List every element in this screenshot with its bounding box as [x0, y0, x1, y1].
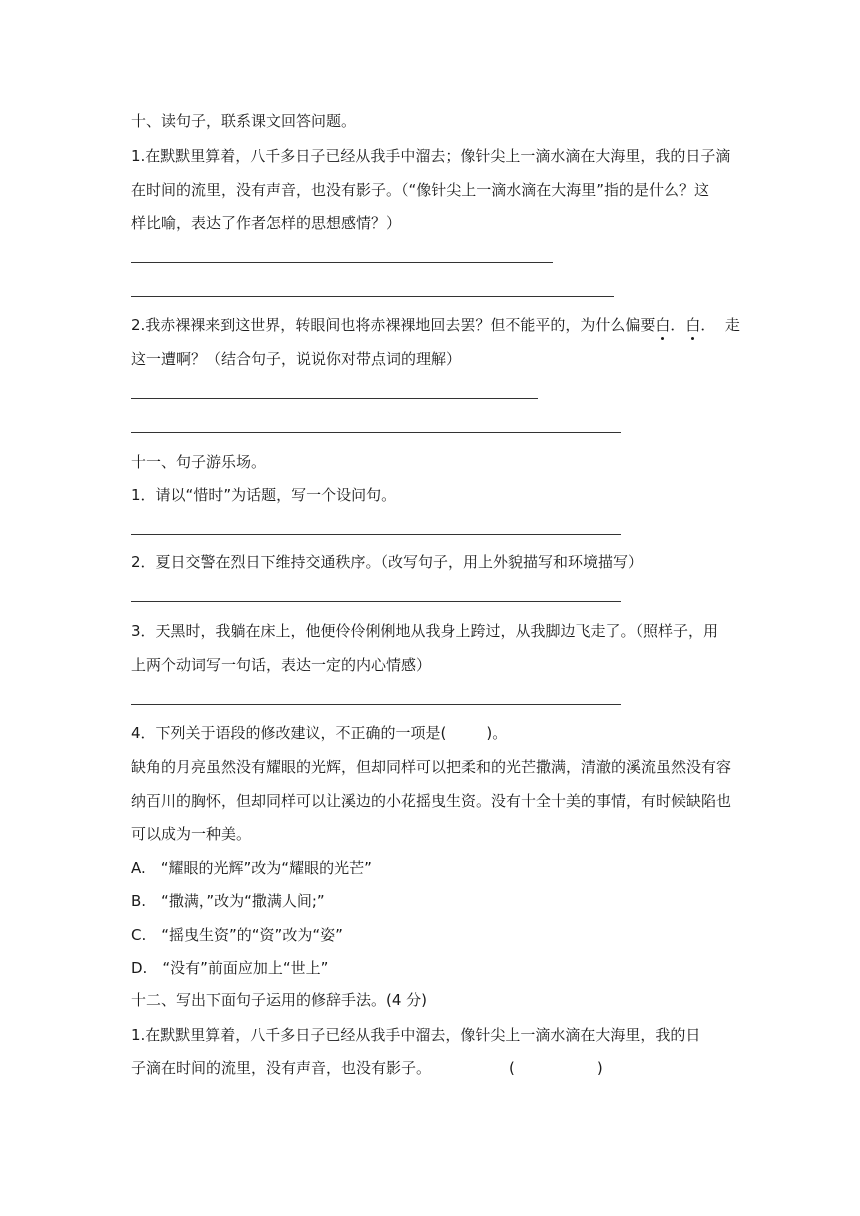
- paren-close: ): [596, 1059, 603, 1077]
- s10-q2-line1-end: 走: [724, 316, 740, 334]
- dotted-char-1: 白: [655, 316, 671, 334]
- s10-q2-answer-line-2[interactable]: [131, 432, 621, 433]
- option-c: C. “摇曳生资”的“资”改为“姿”: [131, 926, 343, 944]
- option-b: B. “撒满，”改为“撒满人间;”: [131, 892, 325, 910]
- s11-q3-answer-line[interactable]: [131, 704, 621, 705]
- s10-q2-line1: 2.我赤裸裸来到这世界，转眼间也将赤裸裸地回去罢？但不能平的，为什么偏要白．白． 走: [131, 316, 740, 334]
- s11-q4-stem-close: )。: [486, 724, 508, 742]
- s10-q2-line2: 这一遭啊？（结合句子，说说你对带点词的理解）: [131, 350, 462, 368]
- s11-q3-line1: 3．天黑时，我躺在床上，他便伶伶俐俐地从我身上跨过，从我脚边飞走了。（照样子，用: [131, 622, 719, 640]
- s11-q1-answer-line[interactable]: [131, 534, 621, 535]
- section-11-heading: 十一、句子游乐场。: [131, 453, 267, 471]
- s10-q1-line1: 1.在默默里算着，八千多日子已经从我手中溜去；像针尖上一滴水滴在大海里，我的日子滴: [131, 147, 731, 165]
- s10-q2-line1-text: 2.我赤裸裸来到这世界，转眼间也将赤裸裸地回去罢？但不能平的，为什么偏要: [131, 316, 656, 334]
- section-12-heading: 十二、写出下面句子运用的修辞手法。(4 分): [131, 991, 428, 1009]
- s11-q4-passage-line3: 可以成为一种美。: [131, 825, 252, 843]
- s11-q1: 1．请以“惜时”为话题，写一个设问句。: [131, 486, 397, 504]
- s12-q1-line2: [131, 1058, 603, 1078]
- option-d: D. “没有”前面应加上“世上”: [131, 959, 329, 977]
- s11-q4-passage-line1: 缺角的月亮虽然没有耀眼的光辉，但却同样可以把柔和的光芒撒满，清澈的溪流虽然没有容: [131, 758, 732, 776]
- s12-q1-line2-text: 子滴在时间的流里，没有声音，也没有影子。: [131, 1059, 432, 1077]
- s12-q1-line1: 1.在默默里算着，八千多日子已经从我手中溜去，像针尖上一滴水滴在大海里，我的日: [131, 1026, 701, 1044]
- section-10-heading: 十、读句子，联系课文回答问题。: [131, 112, 357, 130]
- s11-q2-answer-line[interactable]: [131, 601, 621, 602]
- s10-q1-answer-line-1[interactable]: [131, 262, 553, 263]
- option-a: A. “耀眼的光辉”改为“耀眼的光芒”: [131, 859, 372, 877]
- s10-q1-answer-line-2[interactable]: [131, 296, 614, 297]
- s11-q3-line2: 上两个动词写一句话，表达一定的内心情感）: [131, 656, 432, 674]
- paren-open: (: [509, 1059, 515, 1077]
- dotted-char-2: 白: [685, 316, 701, 334]
- s11-q2: 2．夏日交警在烈日下维持交通秩序。（改写句子，用上外貌描写和环境描写）: [131, 553, 644, 571]
- s10-q1-line3: 样比喻，表达了作者怎样的思想感情？）: [131, 214, 402, 232]
- s10-q2-answer-line-1[interactable]: [131, 398, 538, 399]
- s11-q4-passage-line2: 纳百川的胸怀，但却同样可以让溪边的小花摇曳生资。没有十全十美的事情，有时候缺陷也: [131, 792, 732, 810]
- s11-q4-stem: [131, 723, 507, 743]
- s10-q1-line2: 在时间的流里，没有声音，也没有影子。（“像针尖上一滴水滴在大海里”指的是什么？这: [131, 181, 710, 199]
- s11-q4-stem-text: 4．下列关于语段的修改建议，不正确的一项是(: [131, 724, 447, 742]
